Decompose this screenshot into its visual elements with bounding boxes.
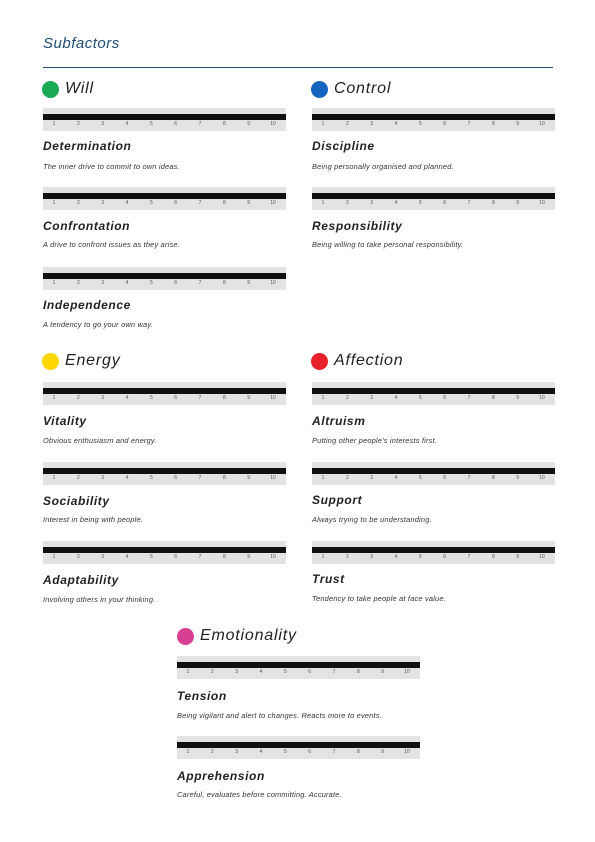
scale-tick-label: 8 <box>491 554 495 560</box>
scale-tick-label: 6 <box>443 395 447 401</box>
factor-emotionality-label: Emotionality <box>200 627 297 644</box>
factor-control <box>311 80 391 98</box>
subfactor-determination-name: Determination <box>43 139 132 153</box>
scale-tick-label: 9 <box>516 475 520 481</box>
scale-tick-label: 10 <box>270 200 276 206</box>
scale-tick-label: 7 <box>332 669 336 675</box>
subfactor-discipline-name: Discipline <box>312 139 375 153</box>
scale-tick-label: 8 <box>222 280 226 286</box>
control-dot-icon <box>311 81 328 98</box>
factor-control-label: Control <box>334 80 392 97</box>
will-dot-icon <box>42 81 59 98</box>
energy-dot-icon <box>42 353 59 370</box>
scale-tick-label: 5 <box>283 669 287 675</box>
subfactor-sociability-desc: Interest in being with people. <box>43 515 144 524</box>
scale-tick-label: 3 <box>101 475 105 481</box>
scale-tick-label: 2 <box>76 475 80 481</box>
scale-tick-label: 5 <box>149 554 153 560</box>
scale-tick-label: 5 <box>418 121 422 127</box>
scale-tick-label: 4 <box>394 475 398 481</box>
scale-tick-label: 7 <box>198 475 202 481</box>
scale-tick-label: 7 <box>467 475 471 481</box>
scale-tick-label: 3 <box>235 669 239 675</box>
scale-tick-label: 7 <box>467 200 471 206</box>
scale-tick-label: 8 <box>222 554 226 560</box>
scale-bar <box>312 114 555 120</box>
scale-bar <box>43 273 286 279</box>
scale-tick-label: 1 <box>321 121 325 127</box>
scale-tick-label: 1 <box>52 554 56 560</box>
scale-tick-label: 1 <box>321 200 325 206</box>
subfactor-confrontation-desc: A drive to confront issues as they arise. <box>43 240 180 249</box>
subfactor-adaptability-name: Adaptability <box>43 573 119 587</box>
scale-tick-label: 2 <box>345 475 349 481</box>
scale-altruism <box>312 382 555 405</box>
scale-determination <box>43 108 286 131</box>
scale-tick-label: 5 <box>283 749 287 755</box>
scale-tick-label: 6 <box>443 554 447 560</box>
scale-tick-label: 9 <box>381 749 385 755</box>
scale-tick-label: 9 <box>516 554 520 560</box>
scale-tick-label: 10 <box>539 395 545 401</box>
scale-tick-label: 4 <box>125 121 129 127</box>
subfactor-trust-name: Trust <box>312 572 345 586</box>
scale-tick-label: 4 <box>125 475 129 481</box>
subfactor-altruism-desc: Putting other people's interests first. <box>312 436 438 445</box>
scale-tick-label: 3 <box>101 121 105 127</box>
factor-will-label: Will <box>65 80 94 97</box>
subfactor-responsibility-name: Responsibility <box>312 219 403 233</box>
scale-tick-label: 8 <box>222 395 226 401</box>
scale-tick-label: 2 <box>210 669 214 675</box>
scale-sociability <box>43 462 286 485</box>
scale-tick-label: 10 <box>404 749 410 755</box>
scale-tick-label: 3 <box>101 554 105 560</box>
scale-tick-label: 8 <box>222 121 226 127</box>
scale-tick-label: 9 <box>516 395 520 401</box>
emotionality-dot-icon <box>177 628 194 645</box>
scale-tick-label: 2 <box>345 200 349 206</box>
subfactor-adaptability-desc: Involving others in your thinking. <box>43 595 156 604</box>
scale-vitality <box>43 382 286 405</box>
scale-tick-label: 1 <box>52 280 56 286</box>
scale-tick-label: 9 <box>516 121 520 127</box>
scale-tick-label: 8 <box>491 121 495 127</box>
scale-bar <box>312 547 555 553</box>
scale-tick-label: 3 <box>370 554 374 560</box>
scale-tick-label: 10 <box>539 200 545 206</box>
subfactor-confrontation-name: Confrontation <box>43 219 131 233</box>
scale-tick-label: 9 <box>247 121 251 127</box>
scale-tick-label: 2 <box>76 121 80 127</box>
scale-apprehension <box>177 736 420 759</box>
factor-emotionality <box>177 627 297 645</box>
scale-tick-label: 6 <box>174 554 178 560</box>
subfactor-vitality-desc: Obvious enthusiasm and energy. <box>43 436 157 445</box>
scale-tick-label: 4 <box>125 200 129 206</box>
scale-bar <box>312 388 555 394</box>
scale-tick-label: 5 <box>149 121 153 127</box>
scale-tick-label: 10 <box>539 121 545 127</box>
scale-tick-label: 4 <box>259 749 263 755</box>
scale-tick-label: 1 <box>321 554 325 560</box>
scale-tick-label: 6 <box>308 669 312 675</box>
scale-tick-label: 9 <box>247 554 251 560</box>
scale-tick-label: 10 <box>539 475 545 481</box>
scale-tick-label: 6 <box>443 475 447 481</box>
scale-tick-label: 6 <box>443 200 447 206</box>
scale-bar <box>43 193 286 199</box>
scale-adaptability <box>43 541 286 564</box>
scale-tick-label: 6 <box>174 280 178 286</box>
scale-tick-label: 8 <box>356 669 360 675</box>
subfactor-independence-name: Independence <box>43 298 131 312</box>
scale-tick-label: 8 <box>222 200 226 206</box>
scale-tick-label: 5 <box>149 280 153 286</box>
scale-tick-label: 10 <box>270 280 276 286</box>
scale-tick-label: 2 <box>76 200 80 206</box>
scale-tick-label: 5 <box>149 395 153 401</box>
subfactor-independence-desc: A tendency to go your own way. <box>43 320 153 329</box>
scale-tick-label: 8 <box>491 200 495 206</box>
scale-tick-label: 1 <box>52 200 56 206</box>
scale-tick-label: 10 <box>270 121 276 127</box>
subfactor-determination-desc: The inner drive to commit to own ideas. <box>43 162 180 171</box>
page-title: Subfactors <box>43 35 120 52</box>
scale-independence <box>43 267 286 290</box>
scale-tick-label: 10 <box>404 669 410 675</box>
scale-tick-label: 5 <box>418 200 422 206</box>
scale-tick-label: 9 <box>247 395 251 401</box>
subfactor-tension-name: Tension <box>177 689 227 703</box>
scale-tick-label: 1 <box>52 395 56 401</box>
scale-confrontation <box>43 187 286 210</box>
scale-tick-label: 1 <box>321 395 325 401</box>
subfactor-apprehension-name: Apprehension <box>177 769 265 783</box>
scale-tick-label: 7 <box>198 280 202 286</box>
subfactor-sociability-name: Sociability <box>43 494 110 508</box>
scale-tick-label: 6 <box>308 749 312 755</box>
scale-tick-label: 1 <box>186 669 190 675</box>
scale-tick-label: 8 <box>491 395 495 401</box>
scale-tick-label: 6 <box>174 200 178 206</box>
scale-tick-label: 9 <box>247 280 251 286</box>
scale-tick-label: 7 <box>467 121 471 127</box>
scale-tick-label: 6 <box>174 121 178 127</box>
scale-tick-label: 4 <box>125 554 129 560</box>
scale-tick-label: 4 <box>394 554 398 560</box>
scale-tick-label: 10 <box>539 554 545 560</box>
factor-affection-label: Affection <box>334 352 404 369</box>
subfactor-vitality-name: Vitality <box>43 414 87 428</box>
factor-energy-label: Energy <box>65 352 121 369</box>
scale-bar <box>43 114 286 120</box>
scale-tick-label: 2 <box>76 280 80 286</box>
scale-tick-label: 3 <box>370 121 374 127</box>
subfactor-discipline-desc: Being personally organised and planned. <box>312 162 454 171</box>
scale-tick-label: 5 <box>418 554 422 560</box>
scale-discipline <box>312 108 555 131</box>
title-divider <box>43 67 553 68</box>
scale-tick-label: 1 <box>52 475 56 481</box>
scale-tick-label: 4 <box>394 121 398 127</box>
scale-tick-label: 10 <box>270 395 276 401</box>
scale-tick-label: 9 <box>247 200 251 206</box>
scale-tick-label: 5 <box>418 395 422 401</box>
subfactor-altruism-name: Altruism <box>312 414 366 428</box>
scale-tick-label: 7 <box>198 121 202 127</box>
subfactor-trust-desc: Tendency to take people at face value. <box>312 594 446 603</box>
scale-tick-label: 3 <box>370 200 374 206</box>
scale-tick-label: 7 <box>467 395 471 401</box>
scale-tick-label: 3 <box>370 475 374 481</box>
scale-tick-label: 4 <box>394 395 398 401</box>
scale-tick-label: 9 <box>247 475 251 481</box>
scale-tick-label: 4 <box>125 280 129 286</box>
scale-tick-label: 2 <box>76 554 80 560</box>
scale-bar <box>43 388 286 394</box>
scale-tick-label: 3 <box>101 200 105 206</box>
scale-tick-label: 9 <box>381 669 385 675</box>
scale-tick-label: 5 <box>149 475 153 481</box>
scale-tick-label: 7 <box>198 200 202 206</box>
scale-bar <box>43 547 286 553</box>
scale-tick-label: 2 <box>76 395 80 401</box>
scale-tick-label: 1 <box>321 475 325 481</box>
scale-trust <box>312 541 555 564</box>
subfactor-responsibility-desc: Being willing to take personal responsibility. <box>312 240 464 249</box>
scale-tick-label: 2 <box>345 554 349 560</box>
scale-tick-label: 4 <box>394 200 398 206</box>
scale-bar <box>177 742 420 748</box>
scale-responsibility <box>312 187 555 210</box>
scale-tick-label: 7 <box>198 395 202 401</box>
scale-bar <box>177 662 420 668</box>
scale-bar <box>312 468 555 474</box>
scale-tick-label: 3 <box>235 749 239 755</box>
scale-tick-label: 6 <box>174 475 178 481</box>
subfactor-support-name: Support <box>312 493 363 507</box>
scale-tick-label: 8 <box>222 475 226 481</box>
factor-affection <box>311 352 403 370</box>
subfactor-apprehension-desc: Careful, evaluates before committing. Accurate. <box>177 790 342 799</box>
scale-tick-label: 5 <box>149 200 153 206</box>
scale-bar <box>312 193 555 199</box>
scale-tick-label: 10 <box>270 475 276 481</box>
scale-tick-label: 3 <box>101 280 105 286</box>
scale-tick-label: 1 <box>186 749 190 755</box>
scale-tick-label: 7 <box>467 554 471 560</box>
scale-support <box>312 462 555 485</box>
scale-tick-label: 3 <box>370 395 374 401</box>
scale-tick-label: 5 <box>418 475 422 481</box>
subfactor-support-desc: Always trying to be understanding. <box>312 515 432 524</box>
scale-tick-label: 1 <box>52 121 56 127</box>
scale-tick-label: 2 <box>210 749 214 755</box>
scale-tick-label: 3 <box>101 395 105 401</box>
scale-tick-label: 7 <box>198 554 202 560</box>
scale-tick-label: 2 <box>345 121 349 127</box>
factor-energy <box>42 352 121 370</box>
scale-tick-label: 2 <box>345 395 349 401</box>
scale-tension <box>177 656 420 679</box>
scale-tick-label: 7 <box>332 749 336 755</box>
scale-tick-label: 8 <box>491 475 495 481</box>
factor-will <box>42 80 94 98</box>
affection-dot-icon <box>311 353 328 370</box>
scale-tick-label: 4 <box>125 395 129 401</box>
scale-tick-label: 9 <box>516 200 520 206</box>
scale-tick-label: 4 <box>259 669 263 675</box>
scale-bar <box>43 468 286 474</box>
scale-tick-label: 6 <box>174 395 178 401</box>
subfactor-tension-desc: Being vigilant and alert to changes. Reacts more to events. <box>177 711 382 720</box>
scale-tick-label: 8 <box>356 749 360 755</box>
scale-tick-label: 6 <box>443 121 447 127</box>
scale-tick-label: 10 <box>270 554 276 560</box>
